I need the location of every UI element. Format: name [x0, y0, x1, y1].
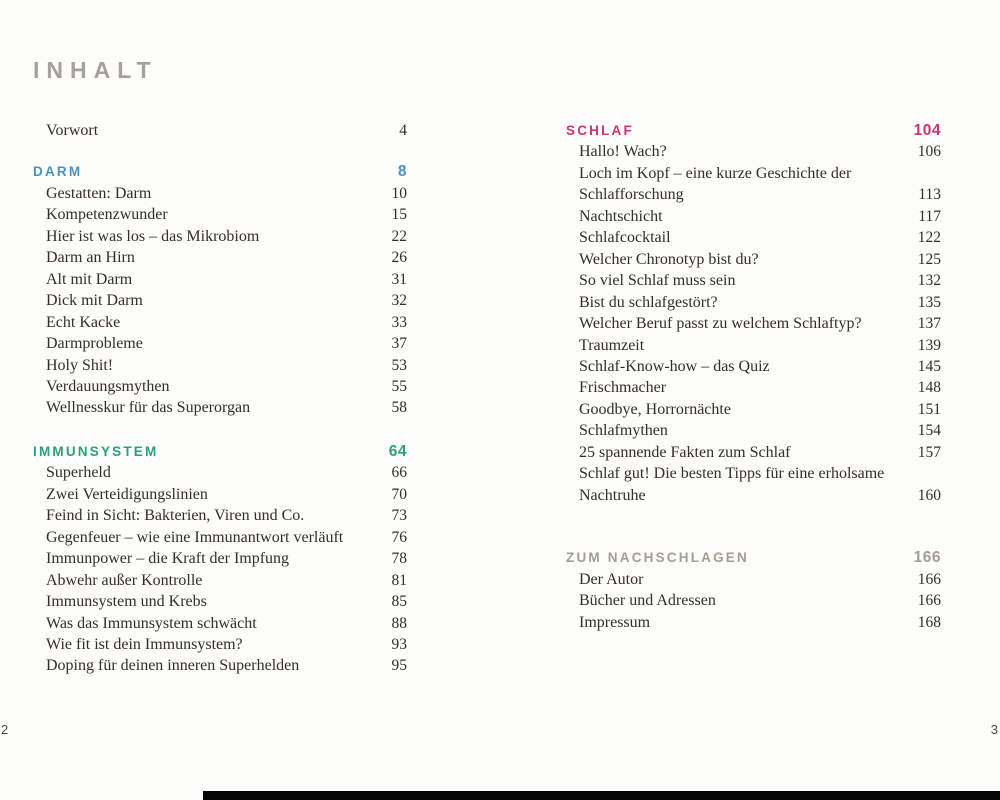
entry-title: Frischmacher: [579, 379, 667, 397]
entry-page-number: 37: [391, 335, 407, 353]
entry-title: Darmprobleme: [46, 335, 143, 353]
entry-page-number: 137: [917, 315, 941, 333]
entry-page-number: 31: [391, 270, 407, 288]
entry-page-number: 22: [391, 227, 407, 245]
entry-page-number: 33: [391, 313, 407, 331]
toc-entry: [566, 442, 941, 463]
entry-page-number: 10: [391, 184, 407, 202]
entry-page-number: 145: [917, 357, 941, 375]
entry-title: Schlaf gut! Die besten Tipps für eine erholsame: [579, 465, 885, 483]
entry-page-number: 117: [918, 207, 941, 225]
section-title: DARM: [33, 164, 83, 180]
section-header: [566, 120, 941, 141]
entry-page-number: 53: [391, 356, 407, 374]
toc-column-right: [566, 120, 941, 633]
entry-title: Schlafforschung: [579, 186, 684, 204]
entry-title: Welcher Beruf passt zu welchem Schlaftyp?: [579, 315, 862, 333]
toc-entry: [33, 333, 407, 354]
toc-entry: [33, 505, 407, 526]
toc-entry: [566, 206, 941, 227]
toc-section: [33, 441, 407, 677]
entry-title: Superheld: [46, 464, 111, 482]
entry-page-number: 85: [391, 593, 407, 611]
entry-page-number: 166: [917, 570, 941, 588]
section-title: IMMUNSYSTEM: [33, 443, 159, 459]
entry-title: Verdauungsmythen: [46, 377, 170, 395]
entry-title: Impressum: [579, 613, 651, 631]
entry-title: Gestatten: Darm: [46, 184, 152, 202]
toc-section: [566, 547, 941, 633]
entry-title: Holy Shit!: [46, 356, 114, 374]
entry-page-number: 148: [917, 379, 941, 397]
entry-title: Zwei Verteidigungslinien: [46, 485, 208, 503]
toc-entry: [566, 590, 941, 611]
entry-page-number: 154: [917, 422, 941, 440]
toc-entry: [33, 183, 407, 204]
entry-title: Loch im Kopf – eine kurze Geschichte der: [579, 164, 852, 182]
entry-title: 25 spannende Fakten zum Schlaf: [579, 443, 791, 461]
toc-entry: [33, 290, 407, 311]
toc-entry: [566, 335, 941, 356]
section-page-number: 104: [913, 122, 941, 139]
entry-title: Nachtschicht: [579, 207, 663, 225]
toc-entry: [566, 292, 941, 313]
entry-title: Immunsystem und Krebs: [46, 593, 207, 611]
entry-title: Was das Immunsystem schwächt: [46, 614, 257, 632]
entry-title: Hallo! Wach?: [579, 143, 667, 161]
entry-title: Schlafmythen: [579, 422, 668, 440]
entry-page-number: 93: [391, 635, 407, 653]
toc-section: [33, 120, 407, 141]
toc-entry: [566, 612, 941, 633]
entry-page-number: 88: [391, 614, 407, 632]
toc-entry: [33, 247, 407, 268]
entry-title: Wellnesskur für das Superorgan: [46, 399, 251, 417]
entry-page-number: 151: [917, 400, 941, 418]
toc-entry: [566, 377, 941, 398]
entry-page-number: 32: [391, 292, 407, 310]
entry-title: Bücher und Adressen: [579, 592, 716, 610]
toc-entry: [566, 420, 941, 441]
toc-entry-line2: [566, 485, 941, 506]
entry-title: Hier ist was los – das Mikrobiom: [46, 227, 260, 245]
folio-left-page-number: 2: [1, 722, 9, 737]
toc-entry: [566, 399, 941, 420]
toc-entry: [566, 141, 941, 162]
entry-title: Immunpower – die Kraft der Impfung: [46, 550, 290, 568]
entry-title: Wie fit ist dein Immunsystem?: [46, 635, 243, 653]
page-title: INHALT: [33, 57, 158, 83]
toc-entry: [566, 313, 941, 334]
toc-entry: [566, 356, 941, 377]
entry-page-number: 76: [391, 528, 407, 546]
toc-entry: [33, 376, 407, 397]
toc-entry: [33, 655, 407, 676]
entry-title: Feind in Sicht: Bakterien, Viren und Co.: [46, 507, 305, 525]
toc-entry: [33, 269, 407, 290]
toc-entry-line2: [566, 184, 941, 205]
toc-entry: [33, 462, 407, 483]
section-header: [33, 161, 407, 182]
entry-page-number: 125: [917, 250, 941, 268]
entry-title: Gegenfeuer – wie eine Immunantwort verläuft: [46, 528, 344, 546]
entry-page-number: 166: [917, 592, 941, 610]
toc-entry: [566, 569, 941, 590]
entry-page-number: 58: [391, 399, 407, 417]
entry-page-number: 168: [917, 613, 941, 631]
entry-title: Echt Kacke: [46, 313, 121, 331]
section-header: [33, 441, 407, 462]
entry-page-number: 66: [391, 464, 407, 482]
entry-page-number: 139: [917, 336, 941, 354]
entry-title: Traumzeit: [579, 336, 645, 354]
toc-entry: [33, 312, 407, 333]
entry-title: Welcher Chronotyp bist du?: [579, 250, 759, 268]
entry-page-number: 135: [917, 293, 941, 311]
entry-page-number: 122: [917, 229, 941, 247]
entry-title: Doping für deinen inneren Superhelden: [46, 657, 300, 675]
entry-page-number: 78: [391, 550, 407, 568]
entry-page-number: 4: [399, 122, 407, 139]
section-header: [566, 547, 941, 568]
toc-entry-line1: [566, 163, 941, 184]
entry-page-number: 132: [917, 272, 941, 290]
toc-entry: [566, 270, 941, 291]
toc-entry: [33, 570, 407, 591]
toc-section: [566, 120, 941, 506]
toc-entry: [33, 527, 407, 548]
entry-title: Darm an Hirn: [46, 249, 135, 267]
entry-title: Alt mit Darm: [46, 270, 133, 288]
entry-title: Kompetenzwunder: [46, 206, 168, 224]
entry-page-number: 70: [391, 485, 407, 503]
toc-entry: [33, 548, 407, 569]
toc-entry: [33, 355, 407, 376]
entry-page-number: 106: [917, 143, 941, 161]
toc-entry: [33, 204, 407, 225]
toc-entry: [566, 227, 941, 248]
entry-page-number: 15: [391, 206, 407, 224]
entry-title: Nachtruhe: [579, 486, 646, 504]
entry-page-number: 157: [917, 443, 941, 461]
section-page-number: 166: [913, 549, 941, 567]
section-page-number: 64: [388, 442, 407, 460]
section-title: ZUM NACHSCHLAGEN: [566, 550, 749, 566]
entry-title: Der Autor: [579, 570, 644, 588]
toc-entry: [33, 591, 407, 612]
entry-page-number: 26: [391, 249, 407, 267]
toc-entry: [33, 613, 407, 634]
entry-title: Schlafcocktail: [579, 229, 671, 247]
toc-entry: [33, 484, 407, 505]
entry-page-number: 160: [917, 486, 941, 504]
entry-page-number: 55: [391, 377, 407, 395]
entry-title: Vorwort: [46, 122, 99, 139]
toc-entry: [566, 249, 941, 270]
section-title: SCHLAF: [566, 123, 634, 138]
toc-entry: [33, 120, 407, 141]
folio-right-page-number: 3: [990, 722, 998, 737]
entry-title: Bist du schlafgestört?: [579, 293, 718, 311]
entry-page-number: 113: [918, 186, 941, 204]
entry-page-number: 73: [391, 507, 407, 525]
entry-title: Abwehr außer Kontrolle: [46, 571, 203, 589]
entry-page-number: 95: [391, 657, 407, 675]
entry-title: So viel Schlaf muss sein: [579, 272, 736, 290]
section-page-number: 8: [397, 163, 407, 181]
entry-title: Schlaf-Know-how – das Quiz: [579, 357, 770, 375]
toc-section: [33, 161, 407, 418]
toc-entry: [33, 634, 407, 655]
toc-entry: [33, 226, 407, 247]
bottom-scan-bar: [203, 791, 1000, 800]
entry-title: Goodbye, Horrornächte: [579, 400, 731, 418]
entry-page-number: 81: [391, 571, 407, 589]
toc-entry: [33, 397, 407, 418]
toc-entry-line1: [566, 463, 941, 484]
toc-column-left: [33, 120, 407, 677]
entry-title: Dick mit Darm: [46, 292, 143, 310]
